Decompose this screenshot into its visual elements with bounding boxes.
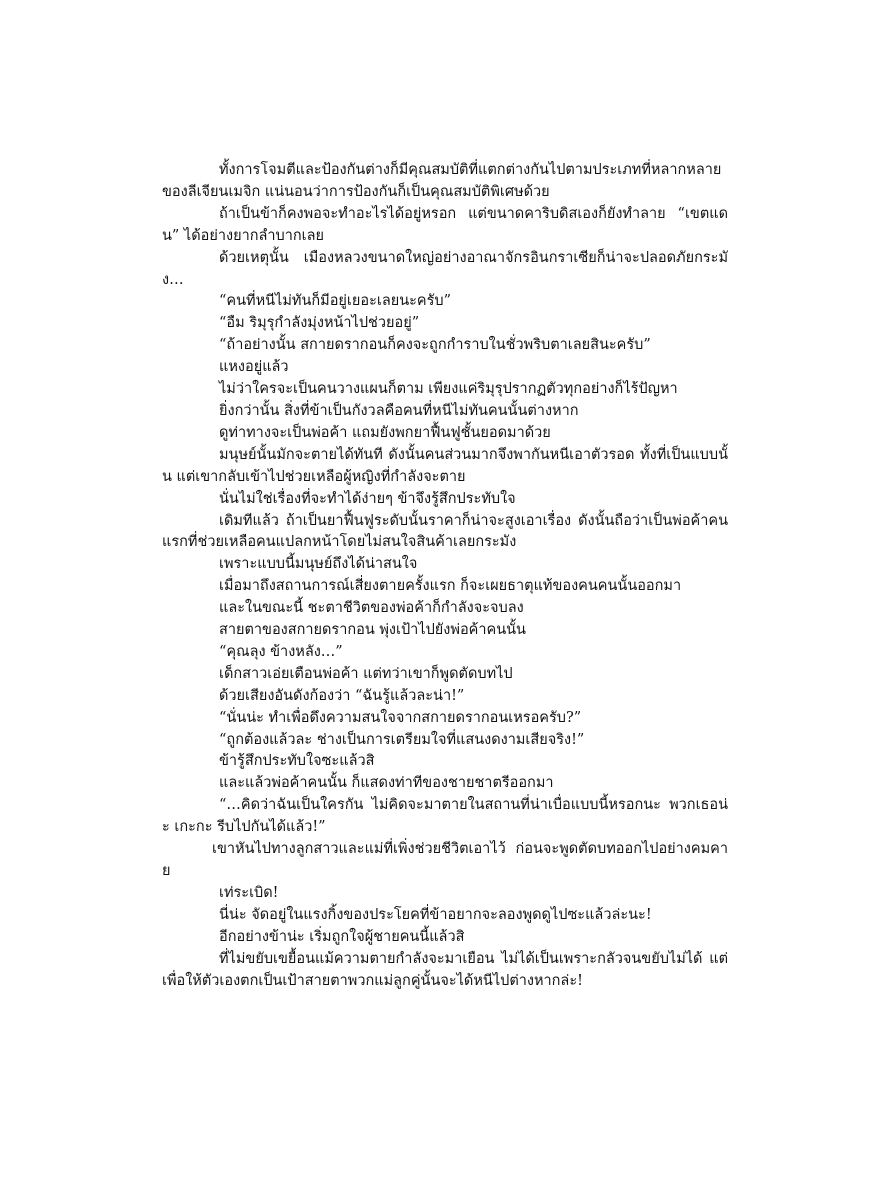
paragraph: ข้ารู้สึกประทับใจซะแล้วสิ — [219, 753, 375, 770]
paragraph: นั่นไม่ใช่เรื่องที่จะทำได้ง่ายๆ ข้าจึงรู้สึกประทับใจ — [219, 490, 516, 507]
paragraph: “คนที่หนีไม่ทันก็มีอยู่เยอะเลยนะครับ” — [219, 293, 452, 310]
paragraph: มนุษย์นั้นมักจะตายได้ทันที ดังนั้นคนส่วนมากจึงพากันหนีเอาตัวรอด ทั้งที่เป็นแบบนั้น แต่เขากลับเข้าไปช่วยเหลือผู้หญิงที่กำลังจะตาย — [162, 446, 728, 485]
paragraph: ด้วยเหตุนั้น เมืองหลวงขนาดใหญ่อย่างอาณาจักรอินกราเซียก็น่าจะปลอดภัยกระมัง… — [162, 249, 728, 288]
paragraph: ยิ่งกว่านั้น สิ่งที่ข้าเป็นกังวลคือคนที่หนีไม่ทันคนนั้นต่างหาก — [219, 402, 579, 419]
paragraph: เท่ระเบิด! — [219, 884, 279, 901]
paragraph: เด็กสาวเอ่ยเตือนพ่อค้า แต่ทว่าเขาก็พูดตัดบทไป — [219, 665, 513, 682]
paragraph: และแล้วพ่อค้าคนนั้น ก็แสดงท่าทีของชายชาตรีออกมา — [219, 775, 554, 792]
paragraph: ดูท่าทางจะเป็นพ่อค้า แถมยังพกยาฟื้นฟูชั้นยอดมาด้วย — [219, 424, 551, 441]
paragraph: นี่น่ะ จัดอยู่ในแรงกิ้งของประโยคที่ข้าอยากจะลองพูดดูไปซะแล้วล่ะนะ! — [219, 906, 652, 923]
paragraph: ด้วยเสียงอันดังก้องว่า “ฉันรู้แล้วละน่า!” — [219, 687, 465, 704]
paragraph: เมื่อมาถึงสถานการณ์เสี่ยงตายครั้งแรก ก็จะเผยธาตุแท้ของคนคนนั้นออกมา — [219, 578, 682, 595]
paragraph: “อืม ริมุรุกำลังมุ่งหน้าไปช่วยอยู่” — [219, 315, 420, 332]
paragraph: ทั้งการโจมตีและป้องกันต่างก็มีคุณสมบัติที่แตกต่างกันไปตามประเภทที่หลากหลายของลีเจียนเมจิก แน่นอนว่าการป้องกันก็เป็นคุณสมบัติพิเศษด้วย — [162, 162, 722, 200]
paragraph: เดิมทีแล้ว ถ้าเป็นยาฟื้นฟูระดับนั้นราคาก็น่าจะสูงเอาเรื่อง ดังนั้นถือว่าเป็นพ่อค้าคนแรกที่ช่วยเหลือคนแปลกหน้าโดยไม่สนใจสินค้าเลยกระมัง — [162, 512, 728, 551]
paragraph: “นั่นน่ะ ทำเพื่อดึงความสนใจจากสกายดรากอนเหรอครับ?” — [219, 709, 582, 726]
paragraph: “ถ้าอย่างนั้น สกายดรากอนก็คงจะถูกกำราบในชั่วพริบตาเลยสินะครับ” — [219, 337, 651, 354]
paragraph: เขาหันไปทางลูกสาวและแม่ที่เพิ่งช่วยชีวิตเอาไว้ ก่อนจะพูดตัดบทออกไปอย่างคมคาย — [162, 841, 728, 879]
paragraph: “คุณลุง ข้างหลัง…” — [219, 643, 343, 660]
paragraph: และในขณะนี้ ชะตาชีวิตของพ่อค้าก็กำลังจะจบลง — [219, 600, 524, 617]
body-text — [162, 160, 728, 992]
paragraph: สายตาของสกายดรากอน พุ่งเป้าไปยังพ่อค้าคนนั้น — [219, 622, 526, 639]
paragraph: ไม่ว่าใครจะเป็นคนวางแผนก็ตาม เพียงแค่ริมุรุปรากฏตัวทุกอย่างก็ไร้ปัญหา — [219, 381, 678, 398]
paragraph: แหงอยู่แล้ว — [219, 359, 289, 376]
paragraph: “…คิดว่าฉันเป็นใครกัน ไม่คิดจะมาตายในสถานที่น่าเบื่อแบบนี้หรอกนะ พวกเธอน่ะ เกะกะ รีบไปกันได้แล้ว!” — [162, 797, 728, 836]
paragraph: อีกอย่างข้าน่ะ เริ่มถูกใจผู้ชายคนนี้แล้วสิ — [219, 928, 465, 945]
paragraph: เพราะแบบนี้มนุษย์ถึงได้น่าสนใจ — [219, 556, 418, 573]
paragraph: ที่ไม่ขยับเขยื้อนแม้ความตายกำลังจะมาเยือน ไม่ได้เป็นเพราะกลัวจนขยับไม่ได้ แต่เพื่อให้ตัวเองตกเป็นเป้าสายตาพวกแม่ลูกคู่นั้นจะได้หนีไปต่างหากล่ะ! — [162, 950, 728, 989]
paragraph: ถ้าเป็นข้าก็คงพอจะทำอะไรได้อยู่หรอก แต่ขนาดคาริบดิสเองก็ยังทำลาย “เขตแดน” ได้อย่างยากลำบากเลย — [162, 205, 728, 244]
paragraph: “ถูกต้องแล้วละ ช่างเป็นการเตรียมใจที่แสนงดงามเสียจริง!” — [219, 731, 585, 748]
